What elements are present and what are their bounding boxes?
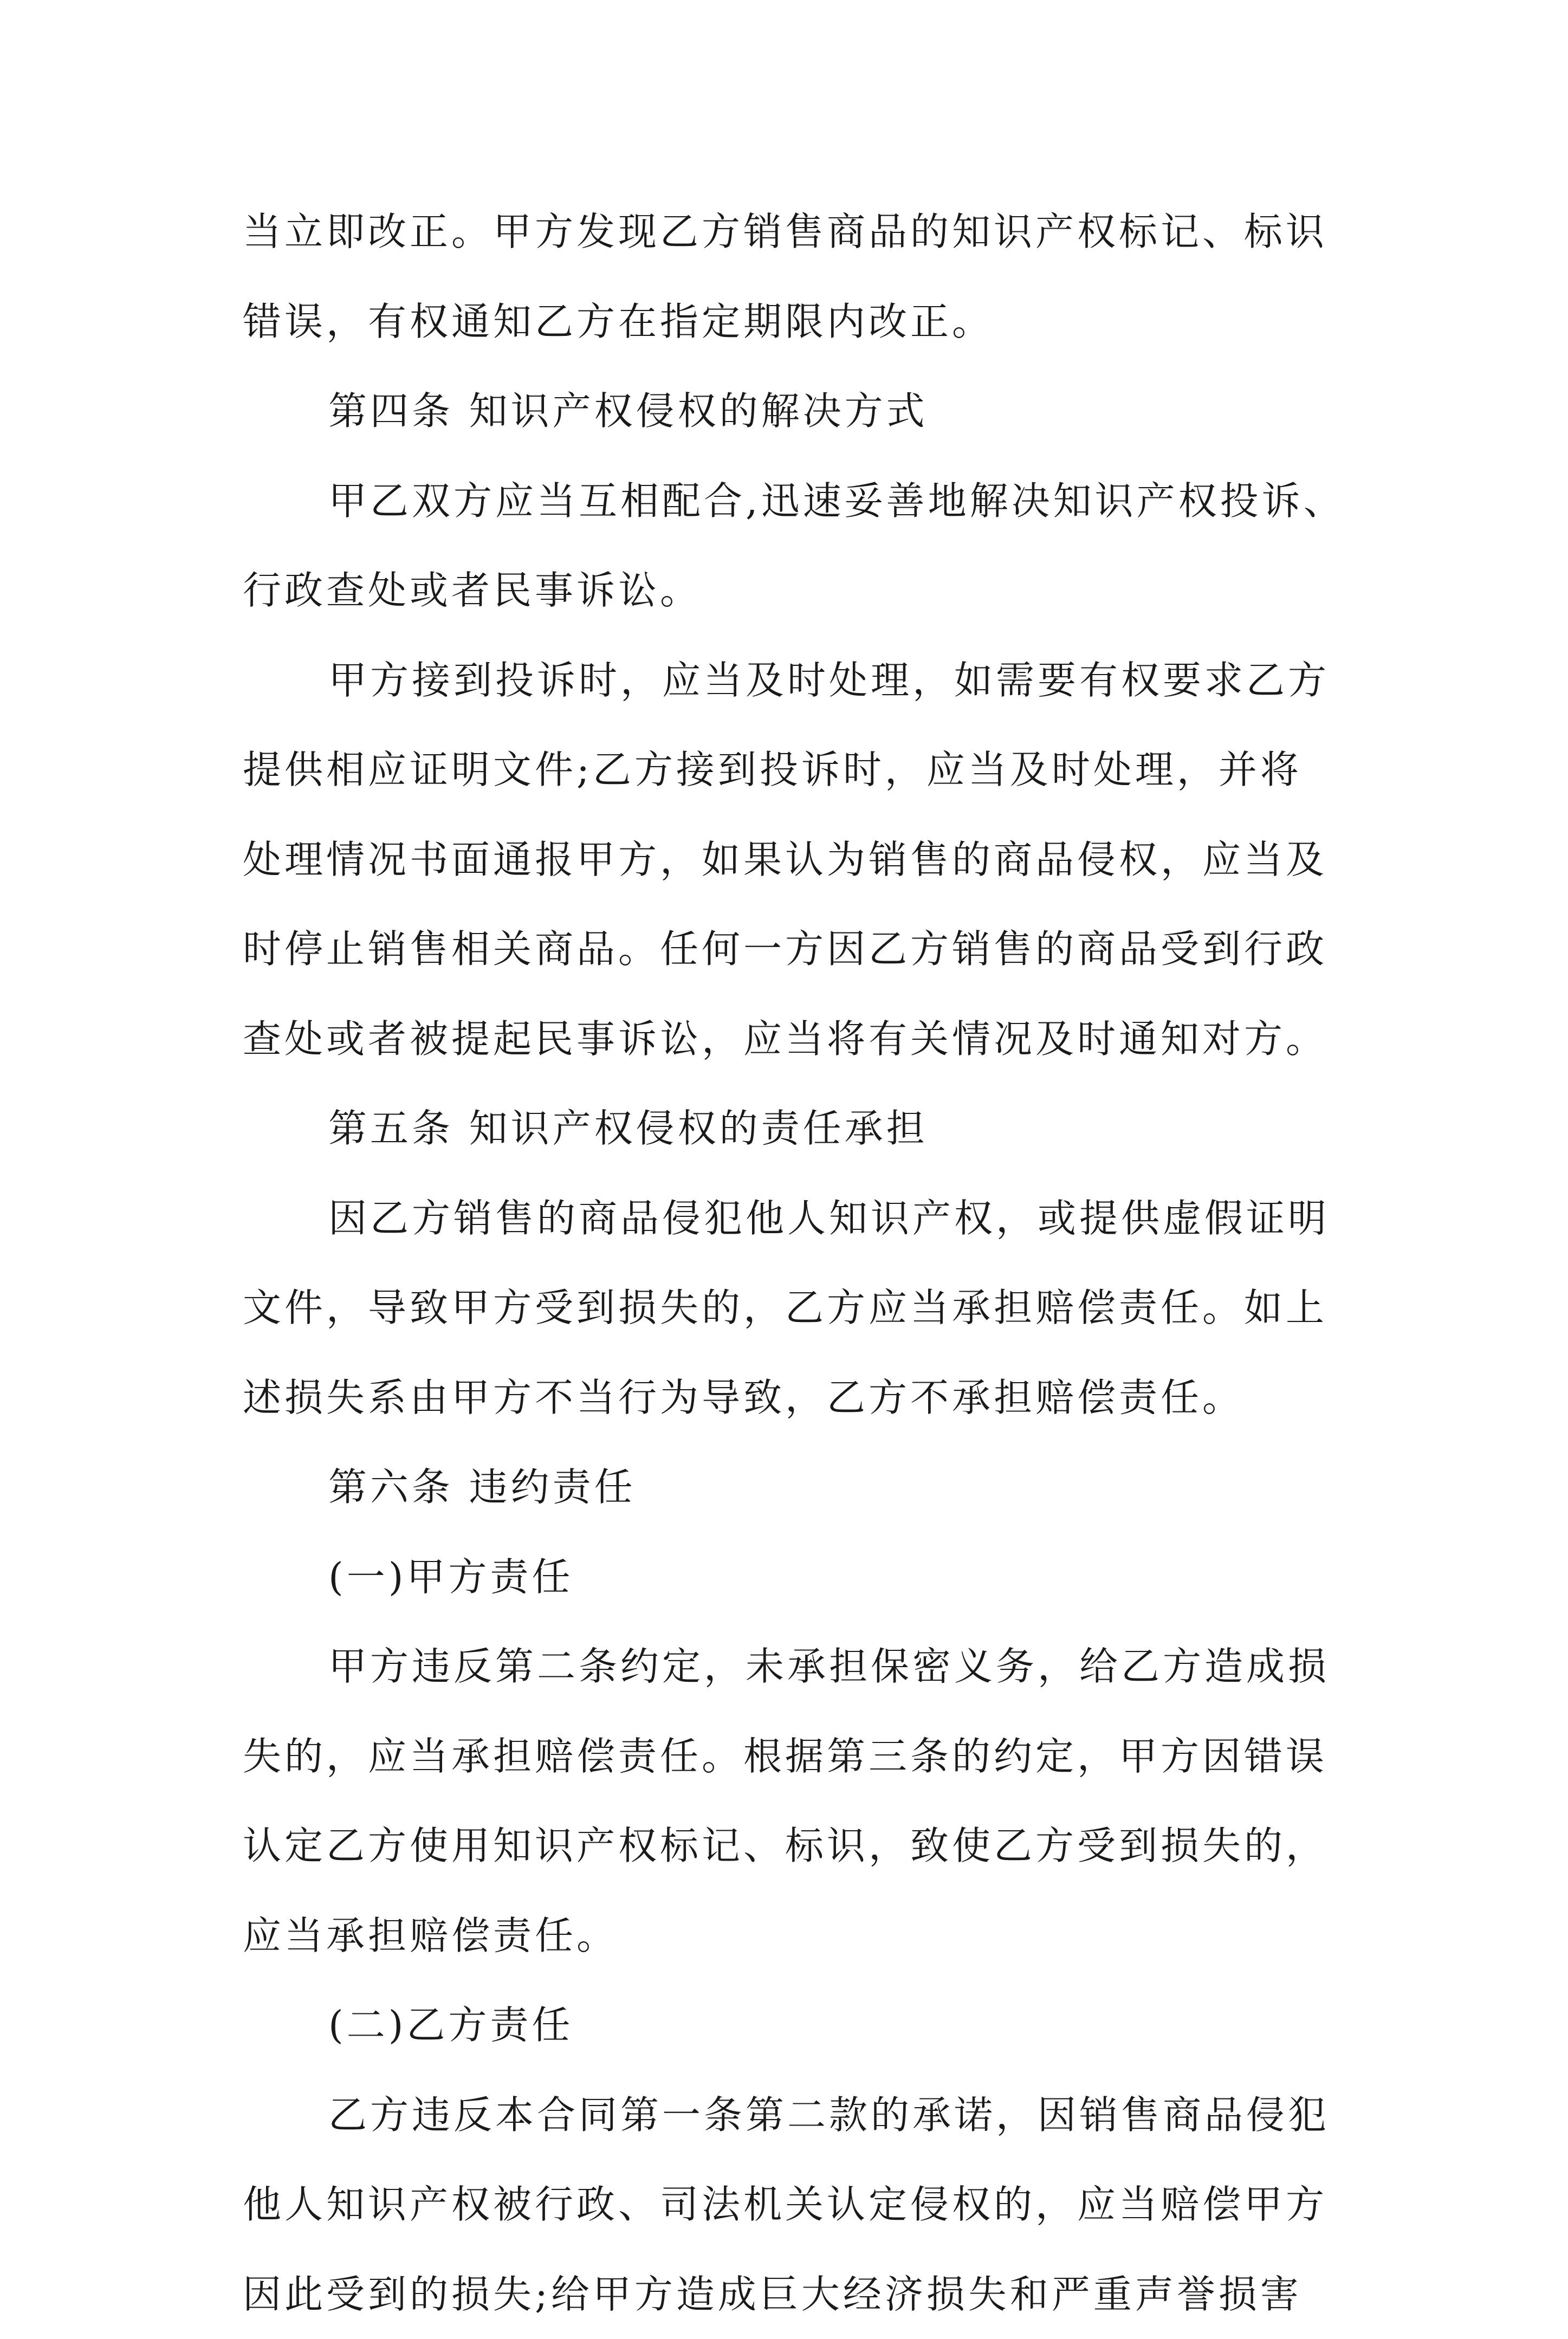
text-line: 提供相应证明文件;乙方接到投诉时，应当及时处理，并将 (243, 725, 1359, 815)
text-line: 第五条 知识产权侵权的责任承担 (243, 1084, 1359, 1174)
text-line: 甲方接到投诉时，应当及时处理，如需要有权要求乙方 (243, 636, 1359, 725)
text-line: 第六条 违约责任 (243, 1442, 1359, 1532)
text-line: 乙方违反本合同第一条第二款的承诺，因销售商品侵犯 (243, 2070, 1359, 2160)
text-line: (二)乙方责任 (243, 1980, 1359, 2070)
text-line: 失的，应当承担赔偿责任。根据第三条的约定，甲方因错误 (243, 1712, 1359, 1802)
text-line: 认定乙方使用知识产权标记、标识，致使乙方受到损失的， (243, 1801, 1359, 1891)
text-line: 错误，有权通知乙方在指定期限内改正。 (243, 277, 1359, 367)
text-line: 他人知识产权被行政、司法机关认定侵权的，应当赔偿甲方 (243, 2160, 1359, 2250)
text-line: 因此受到的损失;给甲方造成巨大经济损失和严重声誉损害 (243, 2250, 1359, 2339)
text-line: 文件，导致甲方受到损失的，乙方应当承担赔偿责任。如上 (243, 1263, 1359, 1353)
text-line: 第四条 知识产权侵权的解决方式 (243, 366, 1359, 456)
text-line: 应当承担赔偿责任。 (243, 1891, 1359, 1981)
text-line: 处理情况书面通报甲方，如果认为销售的商品侵权，应当及 (243, 815, 1359, 905)
text-line: 述损失系由甲方不当行为导致，乙方不承担赔偿责任。 (243, 1353, 1359, 1443)
text-line: 查处或者被提起民事诉讼，应当将有关情况及时通知对方。 (243, 994, 1359, 1084)
document-body (243, 187, 1359, 2339)
text-line: 时停止销售相关商品。任何一方因乙方销售的商品受到行政 (243, 904, 1359, 994)
text-line: 行政查处或者民事诉讼。 (243, 546, 1359, 636)
text-line: 甲乙双方应当互相配合,迅速妥善地解决知识产权投诉、 (243, 456, 1359, 546)
text-line: 甲方违反第二条约定，未承担保密义务，给乙方造成损 (243, 1622, 1359, 1712)
text-line: (一)甲方责任 (243, 1532, 1359, 1622)
text-line: 因乙方销售的商品侵犯他人知识产权，或提供虚假证明 (243, 1174, 1359, 1264)
text-line: 当立即改正。甲方发现乙方销售商品的知识产权标记、标识 (243, 187, 1359, 277)
